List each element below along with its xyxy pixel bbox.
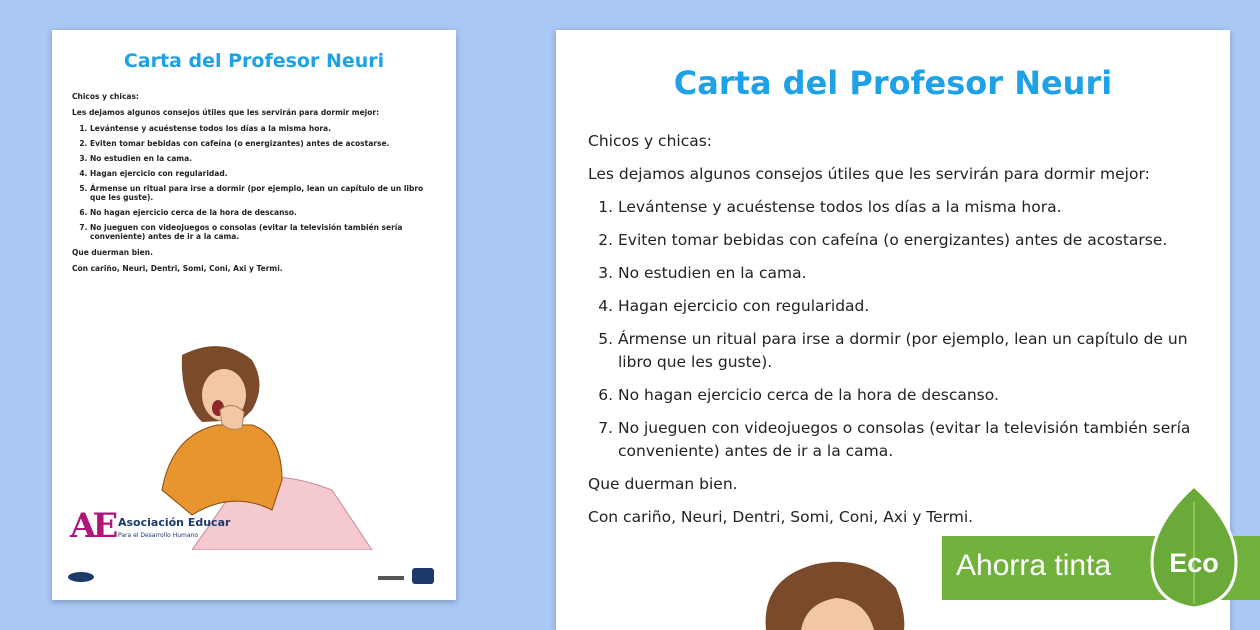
logo-mark: AE bbox=[70, 506, 115, 546]
tip-item: 7. No jueguen con videojuegos o consolas (evitar la televisión también sería conveniente) antes de ir a la cama. bbox=[618, 417, 1204, 463]
letter-title: Carta del Profesor Neuri bbox=[123, 50, 385, 72]
tip-item: 3. No estudien en la cama. bbox=[618, 262, 1204, 285]
letter-body bbox=[72, 92, 438, 280]
tip-item: 4. Hagan ejercicio con regularidad. bbox=[90, 169, 438, 178]
letter-closing: Que duerman bien. bbox=[588, 475, 738, 493]
letter-title: Carta del Profesor Neuri bbox=[673, 64, 1113, 102]
tips-list bbox=[588, 196, 1204, 463]
letter-greeting: Chicos y chicas: bbox=[72, 92, 139, 101]
tip-item: 6. No hagan ejercicio cerca de la hora de descanso. bbox=[618, 384, 1204, 407]
footer-text-mark bbox=[378, 576, 404, 580]
letter-greeting: Chicos y chicas: bbox=[588, 132, 713, 150]
footer-badge-icon bbox=[412, 568, 434, 584]
yawning-child-illustration bbox=[756, 558, 916, 630]
logo-name: Asociación Educar bbox=[118, 516, 231, 529]
tip-item: 5. Ármense un ritual para irse a dormir (por ejemplo, lean un capítulo de un libro que les guste). bbox=[90, 184, 438, 202]
tips-list bbox=[72, 124, 438, 241]
logo-subtitle: Para el Desarrollo Humano bbox=[118, 532, 199, 539]
tip-item: 3. No estudien en la cama. bbox=[90, 154, 438, 163]
letter-signature: Con cariño, Neuri, Dentri, Somi, Coni, Axi y Termi. bbox=[72, 264, 283, 273]
tip-item: 2. Eviten tomar bebidas con cafeína (o energizantes) antes de acostarse. bbox=[90, 139, 438, 148]
letter-intro: Les dejamos algunos consejos útiles que les servirán para dormir mejor: bbox=[588, 165, 1150, 183]
eco-label: Eco bbox=[1169, 548, 1219, 578]
eco-badge-label: Ahorra tinta bbox=[956, 549, 1112, 582]
tip-item: 2. Eviten tomar bebidas con cafeína (o energizantes) antes de acostarse. bbox=[618, 229, 1204, 252]
tip-item: 1. Levántense y acuéstense todos los días a la misma hora. bbox=[618, 196, 1204, 219]
letter-body bbox=[588, 130, 1204, 539]
tip-item: 5. Ármense un ritual para irse a dormir (por ejemplo, lean un capítulo de un libro que les guste). bbox=[618, 328, 1204, 374]
tip-item: 6. No hagan ejercicio cerca de la hora de descanso. bbox=[90, 208, 438, 217]
preview-sheet-small bbox=[52, 30, 456, 600]
leaf-icon bbox=[1148, 484, 1240, 610]
letter-intro: Les dejamos algunos consejos útiles que les servirán para dormir mejor: bbox=[72, 108, 380, 117]
tip-item: 7. No jueguen con videojuegos o consolas (evitar la televisión también sería conveniente) antes de ir a la cama. bbox=[90, 223, 438, 241]
association-logo bbox=[70, 500, 250, 552]
tip-item: 4. Hagan ejercicio con regularidad. bbox=[618, 295, 1204, 318]
tip-item: 1. Levántense y acuéstense todos los días a la misma hora. bbox=[90, 124, 438, 133]
letter-closing: Que duerman bien. bbox=[72, 248, 153, 257]
letter-signature: Con cariño, Neuri, Dentri, Somi, Coni, Axi y Termi. bbox=[588, 508, 974, 526]
brand-logo-icon bbox=[68, 572, 94, 582]
